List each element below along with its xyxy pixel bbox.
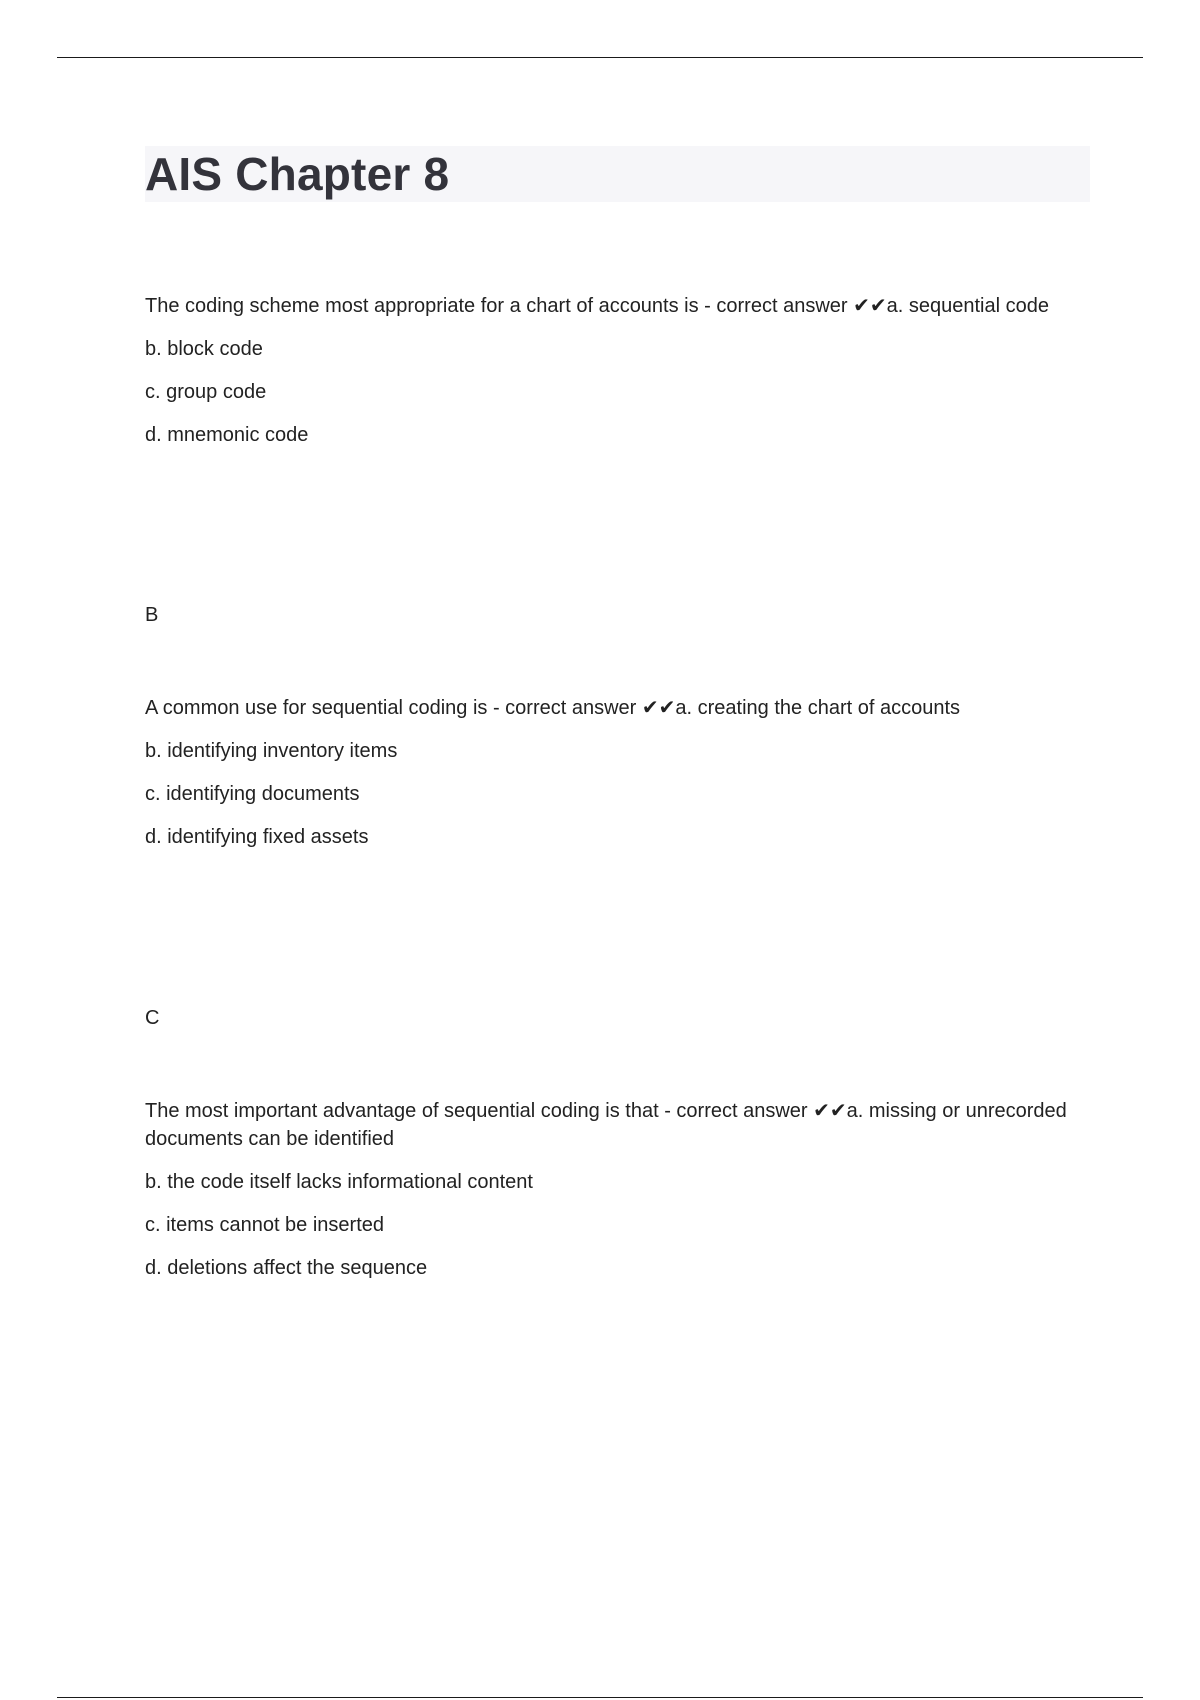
answer-option: c. items cannot be inserted xyxy=(145,1214,385,1236)
answer-option: d. mnemonic code xyxy=(145,424,309,446)
question-block xyxy=(145,1097,1090,1282)
question-text: A common use for sequential coding is - correct answer ✔✔a. creating the chart of accounts xyxy=(145,697,961,719)
answer-letter: B xyxy=(145,604,159,626)
answer-option: b. block code xyxy=(145,338,263,360)
bottom-rule xyxy=(57,1697,1143,1698)
answer-option: b. the code itself lacks informational content xyxy=(145,1171,533,1193)
top-rule xyxy=(57,57,1143,58)
page-title: AIS Chapter 8 xyxy=(145,148,450,200)
answer-letter: C xyxy=(145,1007,160,1029)
answer-option: d. identifying fixed assets xyxy=(145,826,369,848)
answer-option: c. group code xyxy=(145,381,267,403)
question-block xyxy=(145,292,1090,629)
answer-option: d. deletions affect the sequence xyxy=(145,1257,428,1279)
answer-option: c. identifying documents xyxy=(145,783,360,805)
document-body xyxy=(145,292,1090,1297)
question-text: The most important advantage of sequential coding is that - correct answer ✔✔a. missing or unrecorded documents can be identified xyxy=(145,1100,1067,1150)
question-block xyxy=(145,694,1090,1032)
answer-option: b. identifying inventory items xyxy=(145,740,398,762)
question-text: The coding scheme most appropriate for a chart of accounts is - correct answer ✔✔a. sequential code xyxy=(145,295,1049,317)
